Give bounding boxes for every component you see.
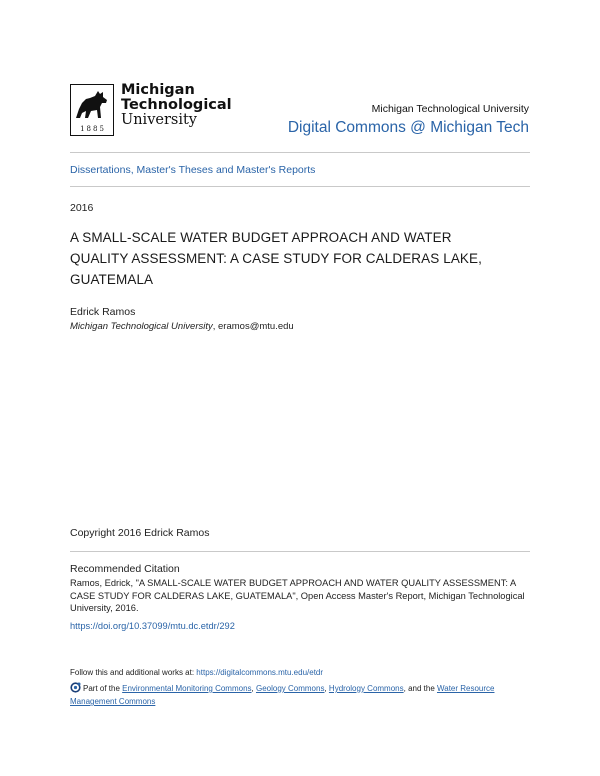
repository-link[interactable]: Digital Commons @ Michigan Tech (287, 119, 529, 136)
commons-prefix: Part of the (83, 684, 123, 693)
series-link[interactable]: Dissertations, Master's Theses and Master's Reports (70, 164, 316, 176)
commons-line (70, 682, 540, 707)
divider (70, 186, 530, 187)
logo-line-2: Technological (121, 97, 232, 113)
publication-year: 2016 (70, 202, 94, 214)
commons-sep: , (251, 684, 256, 693)
follow-prefix: Follow this and additional works at: (70, 668, 197, 677)
logo-line-3: University (121, 112, 197, 128)
logo-wordmark (121, 83, 232, 128)
university-logo[interactable] (70, 84, 250, 138)
copyright-notice: Copyright 2016 Edrick Ramos (70, 527, 210, 539)
divider (70, 152, 530, 153)
husky-emblem (70, 84, 114, 136)
commons-network-icon (70, 682, 81, 696)
commons-link-water-resource[interactable]: Water Resource Management Commons (70, 684, 495, 706)
logo-line-1: Michigan (121, 82, 195, 98)
follow-line (70, 668, 323, 677)
commons-and: , and the (403, 684, 437, 693)
affiliation-institution: Michigan Technological University (70, 321, 213, 332)
author-affiliation (70, 321, 294, 332)
logo-year: 1885 (80, 125, 106, 133)
institution-name: Michigan Technological University (371, 103, 529, 115)
divider (70, 551, 530, 552)
citation-text: Ramos, Edrick, "A SMALL-SCALE WATER BUDGET APPROACH AND WATER QUALITY ASSESSMENT: A CASE STUDY FOR CALDERAS LAKE, GUATEMALA", Open Access Master's Report, Michigan Technological University, 2016. (70, 578, 525, 613)
follow-link[interactable]: https://digitalcommons.mtu.edu/etdr (196, 668, 324, 677)
author-email[interactable]: , eramos@mtu.edu (212, 321, 294, 332)
commons-link-environmental[interactable]: Environmental Monitoring Commons (122, 684, 252, 693)
commons-link-geology[interactable]: Geology Commons (255, 684, 325, 693)
document-title: A SMALL-SCALE WATER BUDGET APPROACH AND WATER QUALITY ASSESSMENT: A CASE STUDY FOR CALDERAS LAKE, GUATEMALA (70, 230, 482, 287)
commons-link-hydrology[interactable]: Hydrology Commons (328, 684, 404, 693)
author-name: Edrick Ramos (70, 306, 136, 318)
recommended-citation-heading: Recommended Citation (70, 563, 180, 575)
doi-link[interactable]: https://doi.org/10.37099/mtu.dc.etdr/292 (70, 621, 235, 631)
commons-sep: , (324, 684, 329, 693)
husky-icon (73, 87, 111, 121)
